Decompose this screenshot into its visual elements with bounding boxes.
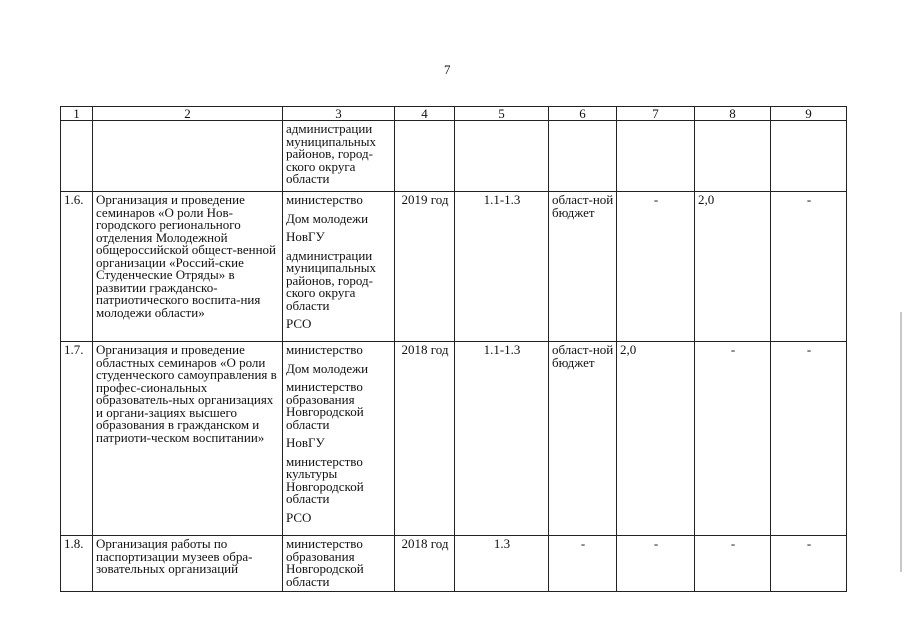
org-item: НовГУ (286, 229, 325, 244)
cell-num: 1.8. (61, 536, 93, 592)
cell-indicators: 1.3 (455, 536, 549, 592)
org-item: РСО (286, 316, 312, 331)
cell-indicators: 1.1-1.3 (455, 342, 549, 536)
cell-indicators: 1.1-1.3 (455, 192, 549, 342)
cell-col9: - (771, 536, 847, 592)
cell-indicators (455, 121, 549, 192)
header-row (61, 107, 847, 121)
cell-num: 1.6. (61, 192, 93, 342)
table-row-continuation (61, 121, 847, 192)
cell-col7 (617, 121, 695, 192)
cell-col8: 2,0 (695, 192, 771, 342)
org-item: НовГУ (286, 435, 325, 450)
cell-num (61, 121, 93, 192)
org-item: министерство (286, 342, 363, 357)
cell-event: Организация и проведение семинаров «О роли Нов-городского регионального отделения Молодежной общероссийской общест-венной организации «Россий-ские Студенческие Отряды» в развитии гражданско-патриотического воспита-ния молодежи области» (93, 192, 283, 342)
header-col-8: 8 (695, 107, 771, 121)
cell-orgs (283, 121, 395, 192)
header-col-1: 1 (61, 107, 93, 121)
cell-col9: - (771, 342, 847, 536)
page-number: 7 (444, 62, 451, 77)
cell-orgs (283, 342, 395, 536)
cell-event: Организация работы по паспортизации музеев обра-зовательных организаций (93, 536, 283, 592)
cell-col9: - (771, 192, 847, 342)
org-item: министерство образования Новгородской области (286, 536, 364, 589)
cell-col7: 2,0 (617, 342, 695, 536)
cell-source: област-ной бюджет (549, 342, 617, 536)
scan-edge-line (900, 312, 902, 572)
cell-col8 (695, 121, 771, 192)
org-item: министерство культуры Новгородской области (286, 453, 364, 506)
cell-event (93, 121, 283, 192)
header-col-2: 2 (93, 107, 283, 121)
cell-year: 2018 год (395, 536, 455, 592)
cell-col7: - (617, 536, 695, 592)
org-item: министерство (286, 192, 363, 207)
cell-year: 2019 год (395, 192, 455, 342)
table-row-1-6 (61, 192, 847, 342)
cell-year (395, 121, 455, 192)
cell-event: Организация и проведение областных семинаров «О роли студенческого самоуправления в профес-сиональных образователь-ных организациях и органи-зациях высшего образования в гражданском и патриоти-ческом воспитании» (93, 342, 283, 536)
activities-table (60, 106, 847, 592)
org-item: администрации муниципальных районов, город-ского округа области (286, 247, 377, 313)
org-item: Дом молодежи (286, 360, 369, 376)
table-row-1-8 (61, 536, 847, 592)
header-col-9: 9 (771, 107, 847, 121)
cell-orgs (283, 192, 395, 342)
org-item: Дом молодежи (286, 210, 369, 226)
org-item: министерство образования Новгородской области (286, 379, 364, 432)
cell-source: област-ной бюджет (549, 192, 617, 342)
cell-col9 (771, 121, 847, 192)
header-col-3: 3 (283, 107, 395, 121)
header-col-4: 4 (395, 107, 455, 121)
header-col-6: 6 (549, 107, 617, 121)
cell-col7: - (617, 192, 695, 342)
header-col-5: 5 (455, 107, 549, 121)
cell-orgs (283, 536, 395, 592)
header-col-7: 7 (617, 107, 695, 121)
cell-source: - (549, 536, 617, 592)
cell-year: 2018 год (395, 342, 455, 536)
org-item: администрации муниципальных районов, город-ского округа области (286, 121, 377, 186)
org-item: РСО (286, 509, 312, 525)
table-row-1-7 (61, 342, 847, 536)
cell-num: 1.7. (61, 342, 93, 536)
cell-col8: - (695, 342, 771, 536)
cell-source (549, 121, 617, 192)
cell-col8: - (695, 536, 771, 592)
